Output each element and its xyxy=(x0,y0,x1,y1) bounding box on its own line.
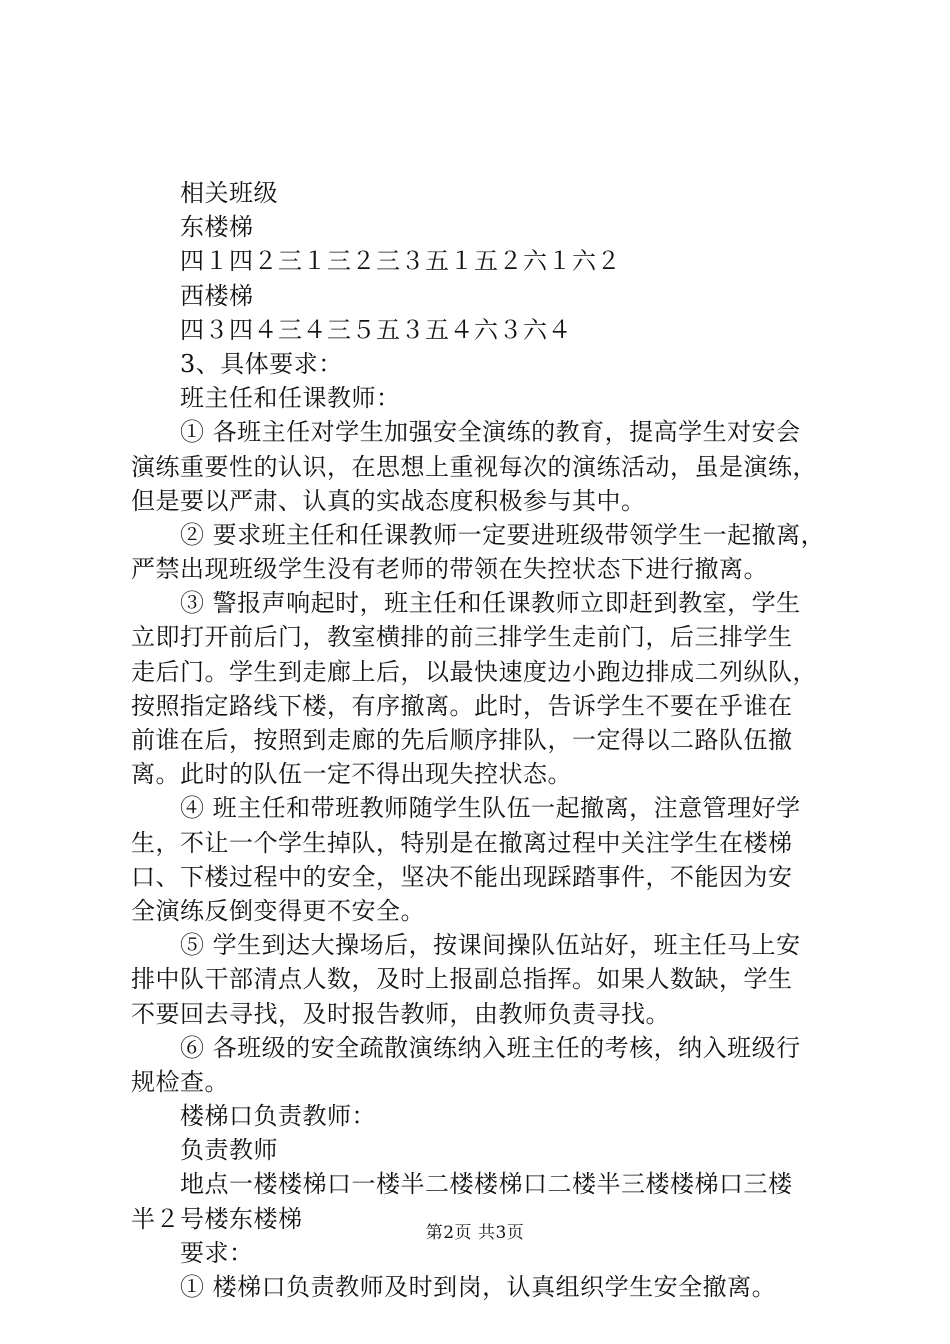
text-line: 口、下楼过程中的安全，坚决不能出现踩踏事件，不能因为安 xyxy=(131,862,793,891)
text-line: 不要回去寻找，及时报告教师，由教师负责寻找。 xyxy=(131,999,670,1028)
text-line: ④ 班主任和带班教师随学生队伍一起撤离，注意管理好学 xyxy=(180,794,801,823)
text-line: 规检查。 xyxy=(131,1067,229,1096)
text-line: 半２号楼东楼梯 xyxy=(131,1204,303,1233)
text-line: 演练重要性的认识，在思想上重视每次的演练活动，虽是演练， xyxy=(131,452,817,481)
text-line: 3、具体要求： xyxy=(180,349,343,378)
text-line: 东楼梯 xyxy=(180,213,254,242)
text-line: 楼梯口负责教师： xyxy=(180,1102,376,1131)
text-line: 严禁出现班级学生没有老师的带领在失控状态下进行撤离。 xyxy=(131,555,768,584)
text-line: ⑤ 学生到达大操场后，按课间操队伍站好，班主任马上安 xyxy=(180,931,801,960)
text-line: 西楼梯 xyxy=(180,281,254,310)
text-line: 离。此时的队伍一定不得出现失控状态。 xyxy=(131,760,572,789)
text-line: 班主任和任课教师： xyxy=(180,384,401,413)
text-line: 四３四４三４三５五３五４六３六４ xyxy=(180,315,572,344)
text-line: ② 要求班主任和任课教师一定要进班级带领学生一起撤离， xyxy=(180,520,826,549)
text-line: 生，不让一个学生掉队，特别是在撤离过程中关注学生在楼梯 xyxy=(131,828,793,857)
page-footer: 第2页 共3页 xyxy=(425,1223,525,1243)
text-line: 全演练反倒变得更不安全。 xyxy=(131,896,425,925)
text-line: 四１四２三１三２三３五１五２六１六２ xyxy=(180,247,621,276)
text-line: 排中队干部清点人数，及时上报副总指挥。如果人数缺，学生 xyxy=(131,965,793,994)
text-line: ① 楼梯口负责教师及时到岗，认真组织学生安全撤离。 xyxy=(180,1273,777,1301)
text-line: 相关班级 xyxy=(180,179,278,207)
text-line: 立即打开前后门，教室横排的前三排学生走前门，后三排学生 xyxy=(131,623,793,652)
text-line: 前谁在后，按照到走廊的先后顺序排队，一定得以二路队伍撤 xyxy=(131,726,793,754)
text-line: 负责教师 xyxy=(180,1136,278,1165)
text-line: 走后门。学生到走廊上后，以最快速度边小跑边排成二列纵队， xyxy=(131,657,817,686)
text-line: 但是要以严肃、认真的实战态度积极参与其中。 xyxy=(131,486,646,515)
document-body xyxy=(131,176,831,1304)
text-line: ⑥ 各班级的安全疏散演练纳入班主任的考核，纳入班级行 xyxy=(180,1033,801,1062)
text-line: 地点一楼楼梯口一楼半二楼楼梯口二楼半三楼楼梯口三楼 xyxy=(180,1170,793,1199)
text-line: 按照指定路线下楼，有序撤离。此时，告诉学生不要在乎谁在 xyxy=(131,691,793,720)
text-line: 要求： xyxy=(180,1238,254,1267)
text-line: ① 各班主任对学生加强安全演练的教育，提高学生对安会 xyxy=(180,418,801,447)
text-line: ③ 警报声响起时，班主任和任课教师立即赶到教室，学生 xyxy=(180,589,801,618)
